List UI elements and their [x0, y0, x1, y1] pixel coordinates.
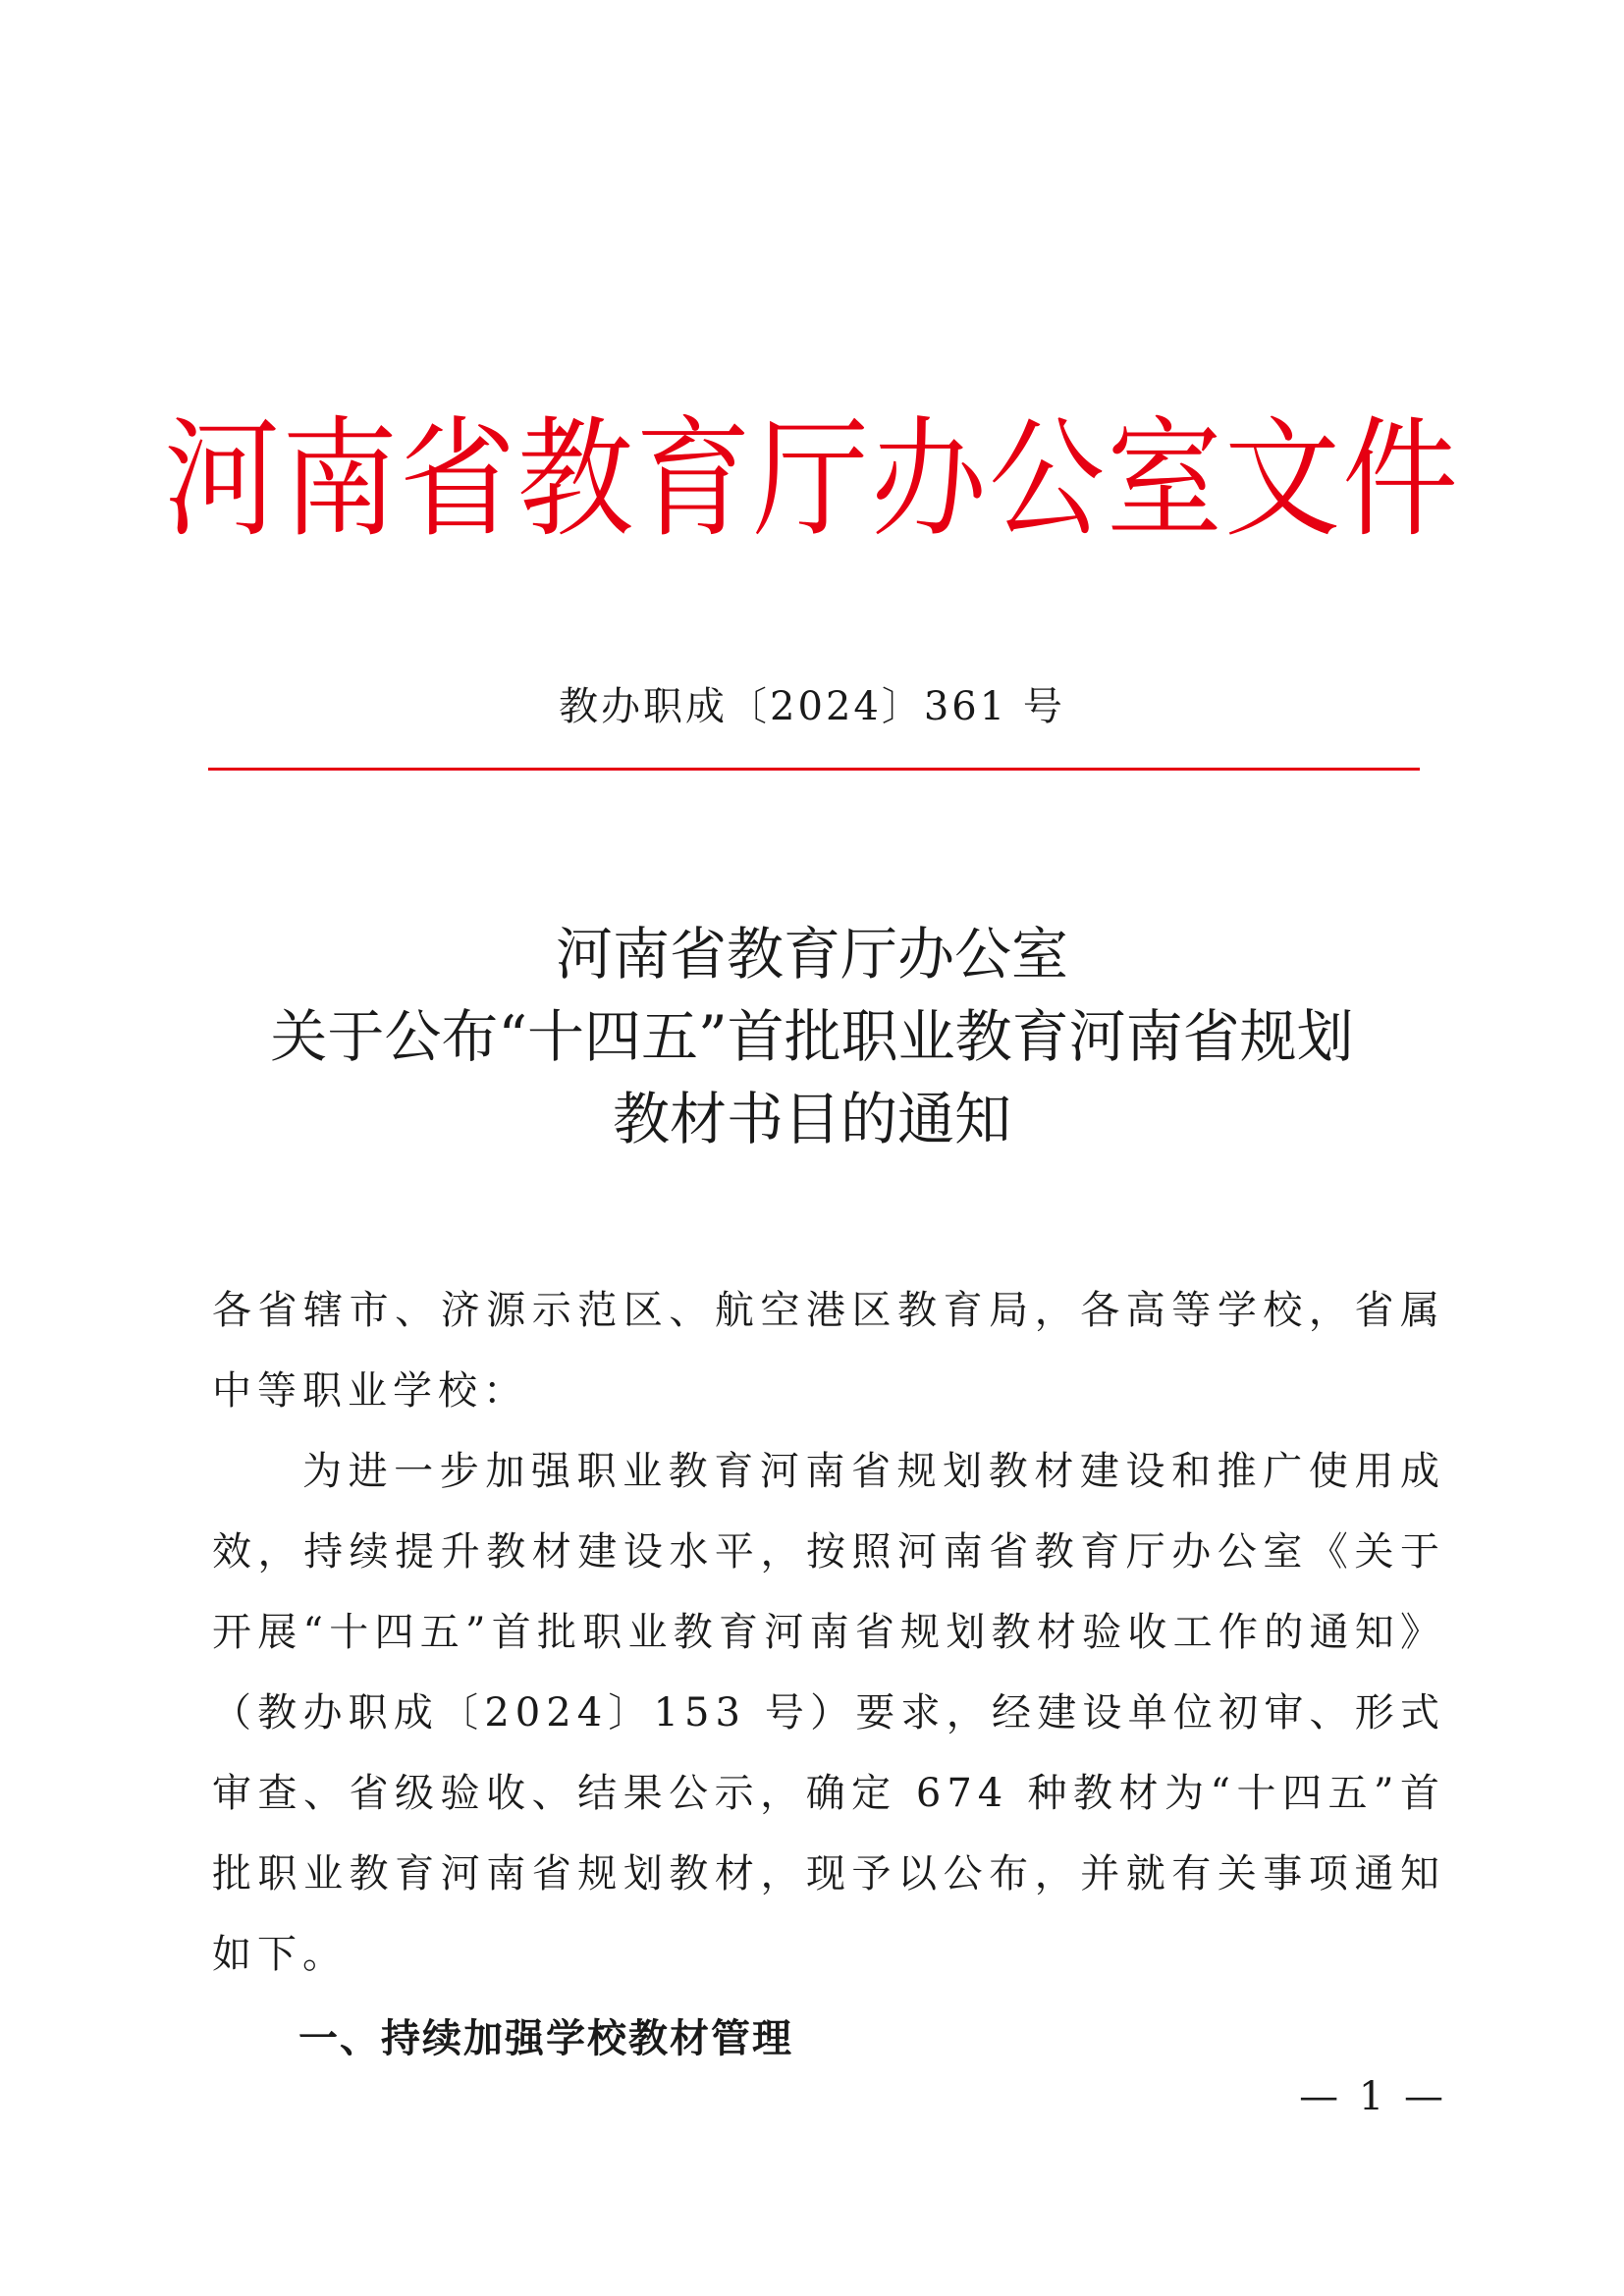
page-number: — 1 —	[1299, 2074, 1447, 2119]
title-line-1: 河南省教育厅办公室	[555, 921, 1068, 988]
red-separator-line	[208, 768, 1420, 771]
salutation: 各省辖市、济源示范区、航空港区教育局，各高等学校，省属中等职业学校：	[212, 1288, 1445, 1414]
document-number: 教办职成〔2024〕361 号	[559, 684, 1065, 729]
title-line-3: 教材书目的通知	[612, 1086, 1011, 1152]
document-body	[212, 1270, 1445, 2079]
issuer-title: 河南省教育厅办公室文件	[163, 402, 1460, 556]
document-title	[0, 913, 1624, 1160]
section-heading: 一、持续加强学校教材管理	[298, 2016, 793, 2061]
body-paragraph: 为进一步加强职业教育河南省规划教材建设和推广使用成效，持续提升教材建设水平，按照河南省教育厅办公室《关于开展“十四五”首批职业教育河南省规划教材验收工作的通知》（教办职成〔2024〕153 号）要求，经建设单位初审、形式审查、省级验收、结果公示，确定 674 种教材为“十四五”首批职业教育河南省规划教材，现予以公布，并就有关事项通知如下。	[212, 1449, 1445, 1977]
title-line-2: 关于公布“十四五”首批职业教育河南省规划	[270, 1003, 1354, 1070]
